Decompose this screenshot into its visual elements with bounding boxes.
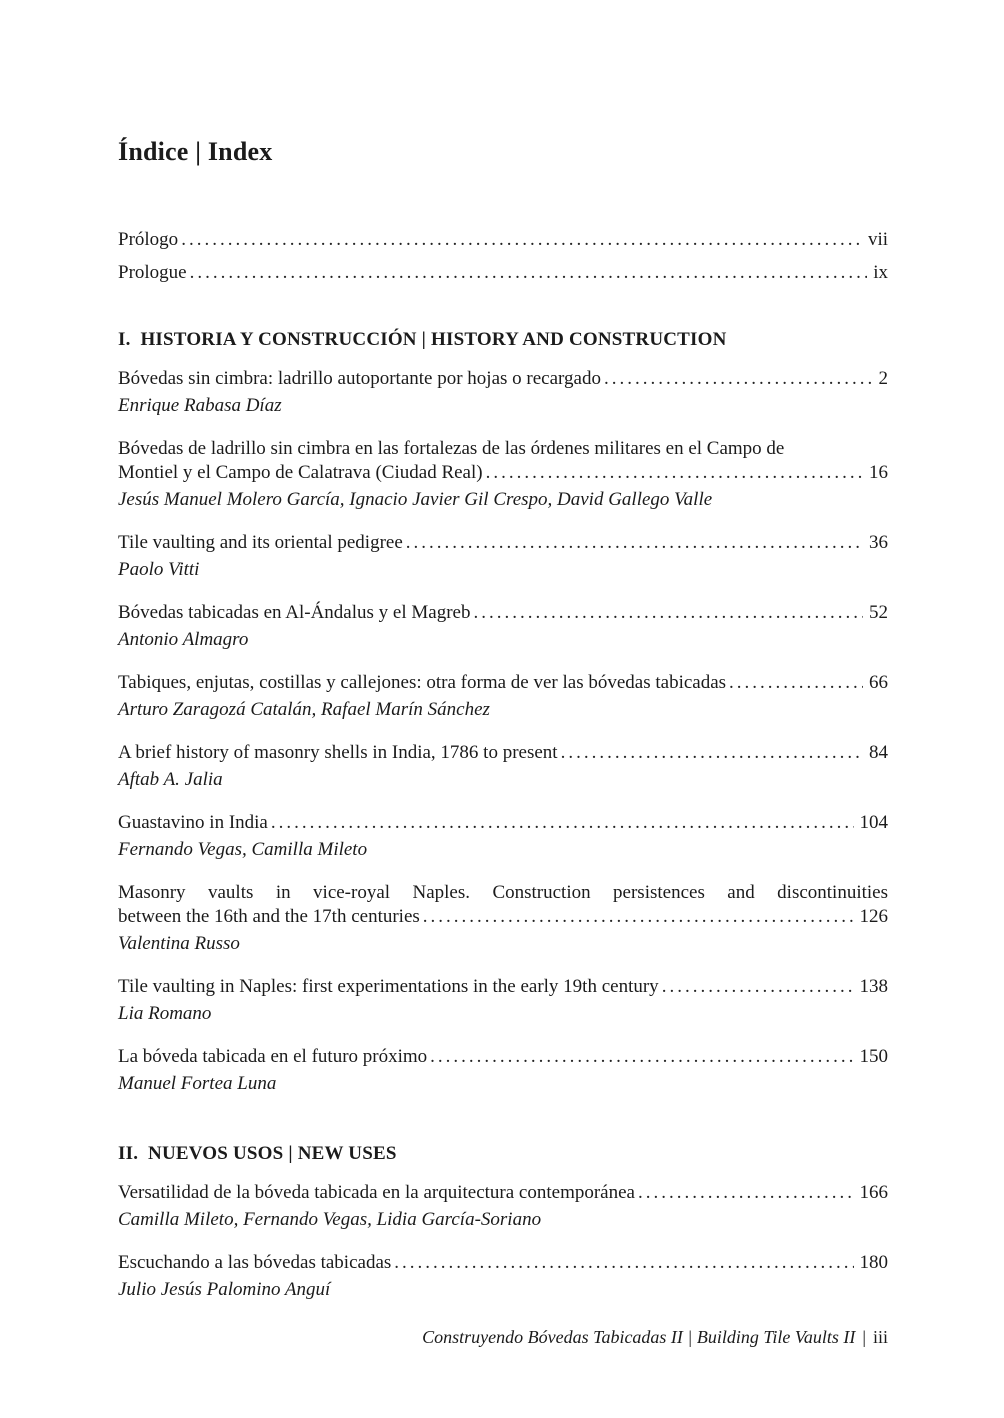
- toc-content: [118, 0, 888, 1302]
- toc-entry-title: La bóveda tabicada en el futuro próximo: [118, 1045, 428, 1067]
- page-number: 52: [869, 601, 888, 623]
- toc-entry-title-line1: Masonry vaults in vice-royal Naples. Construction persistences and discontinuities: [118, 881, 888, 903]
- toc-entry-line: [118, 1181, 888, 1205]
- toc-entry-line: [118, 905, 888, 929]
- section-heading-new-uses: II. NUEVOS USOS | NEW USES: [118, 1142, 397, 1164]
- dot-leader: [604, 367, 873, 391]
- toc-entry-title: Escuchando a las bóvedas tabicadas: [118, 1251, 392, 1273]
- page-number: 66: [869, 671, 888, 693]
- dot-leader: [423, 905, 854, 929]
- toc-entry: [118, 1045, 888, 1096]
- author-line: Manuel Fortea Luna: [118, 1072, 277, 1094]
- author-line: Lia Romano: [118, 1002, 212, 1024]
- page-number: 166: [859, 1181, 888, 1203]
- toc-entry-line: [118, 461, 888, 485]
- page-number: 84: [869, 741, 888, 763]
- page-number: ix: [873, 261, 888, 283]
- toc-entry-line: [118, 741, 888, 765]
- footer-book-title: Construyendo Bóvedas Tabicadas II | Building Tile Vaults II: [422, 1327, 856, 1347]
- page-number: 138: [859, 975, 888, 997]
- footer-page-number: iii: [872, 1327, 888, 1347]
- dot-leader: [271, 811, 854, 835]
- author-line: Arturo Zaragozá Catalán, Rafael Marín Sánchez: [118, 698, 490, 720]
- dot-leader: [486, 461, 863, 485]
- toc-entry-line: [118, 367, 888, 391]
- toc-entry-title: A brief history of masonry shells in India, 1786 to present: [118, 741, 558, 763]
- toc-entry-title-line2: Montiel y el Campo de Calatrava (Ciudad Real): [118, 461, 483, 483]
- toc-entry-line: [118, 975, 888, 999]
- author-line: Paolo Vitti: [118, 558, 200, 580]
- toc-entry-title: Bóvedas tabicadas en Al-Ándalus y el Magreb: [118, 601, 471, 623]
- page-number: vii: [867, 228, 888, 250]
- toc-entry: [118, 811, 888, 862]
- toc-entry-line: [118, 1045, 888, 1069]
- author-line: Aftab A. Jalia: [118, 768, 223, 790]
- author-line: Antonio Almagro: [118, 628, 249, 650]
- toc-entry: [118, 601, 888, 652]
- toc-entry-title: Prólogo: [118, 228, 179, 250]
- page-number: 36: [869, 531, 888, 553]
- toc-entry-title: Bóvedas sin cimbra: ladrillo autoportante por hojas o recargado: [118, 367, 601, 389]
- toc-entry-line: [118, 1251, 888, 1275]
- toc-entry: [118, 741, 888, 792]
- toc-entry: [118, 367, 888, 418]
- dot-leader: [430, 1045, 853, 1069]
- toc-entry-title: Tile vaulting and its oriental pedigree: [118, 531, 403, 553]
- front-matter: [118, 228, 888, 285]
- author-line: Enrique Rabasa Díaz: [118, 394, 282, 416]
- page-number: 2: [878, 367, 888, 389]
- toc-entry: [118, 228, 888, 252]
- toc-entry-line: [118, 601, 888, 625]
- page-number: 150: [859, 1045, 888, 1067]
- section-entries: [118, 367, 888, 1096]
- page-number: 180: [859, 1251, 888, 1273]
- dot-leader: [394, 1251, 853, 1275]
- toc-entry: [118, 1181, 888, 1232]
- dot-leader: [406, 531, 863, 555]
- toc-entry: [118, 1251, 888, 1302]
- dot-leader: [662, 975, 854, 999]
- dot-leader: [561, 741, 863, 765]
- author-line: Julio Jesús Palomino Anguí: [118, 1278, 331, 1300]
- toc-entry-title: Tabiques, enjutas, costillas y callejones: otra forma de ver las bóvedas tabicadas: [118, 671, 727, 693]
- toc-entry-line: [118, 671, 888, 695]
- dot-leader: [181, 228, 862, 252]
- author-line: Valentina Russo: [118, 932, 240, 954]
- toc-entry: [118, 437, 888, 512]
- author-line: Fernando Vegas, Camilla Mileto: [118, 838, 368, 860]
- author-line: Camilla Mileto, Fernando Vegas, Lidia García-Soriano: [118, 1208, 542, 1230]
- toc-entry-title: Prologue: [118, 261, 187, 283]
- dot-leader: [729, 671, 863, 695]
- toc-entry-title: Versatilidad de la bóveda tabicada en la arquitectura contemporánea: [118, 1181, 635, 1203]
- dot-leader: [473, 601, 863, 625]
- footer-separator: |: [862, 1327, 866, 1347]
- toc-entry-line: [118, 811, 888, 835]
- dot-leader: [190, 261, 868, 285]
- toc-entry-title-line1: Bóvedas de ladrillo sin cimbra en las fortalezas de las órdenes militares en el Campo de: [118, 437, 785, 459]
- toc-entry: [118, 975, 888, 1026]
- author-line: Jesús Manuel Molero García, Ignacio Javier Gil Crespo, David Gallego Valle: [118, 488, 713, 510]
- page-footer: [422, 1326, 888, 1348]
- toc-entry: [118, 261, 888, 285]
- toc-entry: [118, 881, 888, 956]
- section-heading-history-and-construction: I. HISTORIA Y CONSTRUCCIÓN | HISTORY AND CONSTRUCTION: [118, 328, 727, 350]
- toc-entry: [118, 531, 888, 582]
- dot-leader: [638, 1181, 854, 1205]
- page-number: 16: [869, 461, 888, 483]
- toc-entry-title: Guastavino in India: [118, 811, 268, 833]
- page-number: 104: [859, 811, 888, 833]
- page-title: Índice | Index: [118, 137, 273, 166]
- page-number: 126: [859, 905, 888, 927]
- toc-entry-title: Tile vaulting in Naples: first experimentations in the early 19th century: [118, 975, 659, 997]
- section-entries: [118, 1181, 888, 1302]
- toc-entry: [118, 671, 888, 722]
- toc-entry-title-line2: between the 16th and the 17th centuries: [118, 905, 420, 927]
- toc-entry-line: [118, 531, 888, 555]
